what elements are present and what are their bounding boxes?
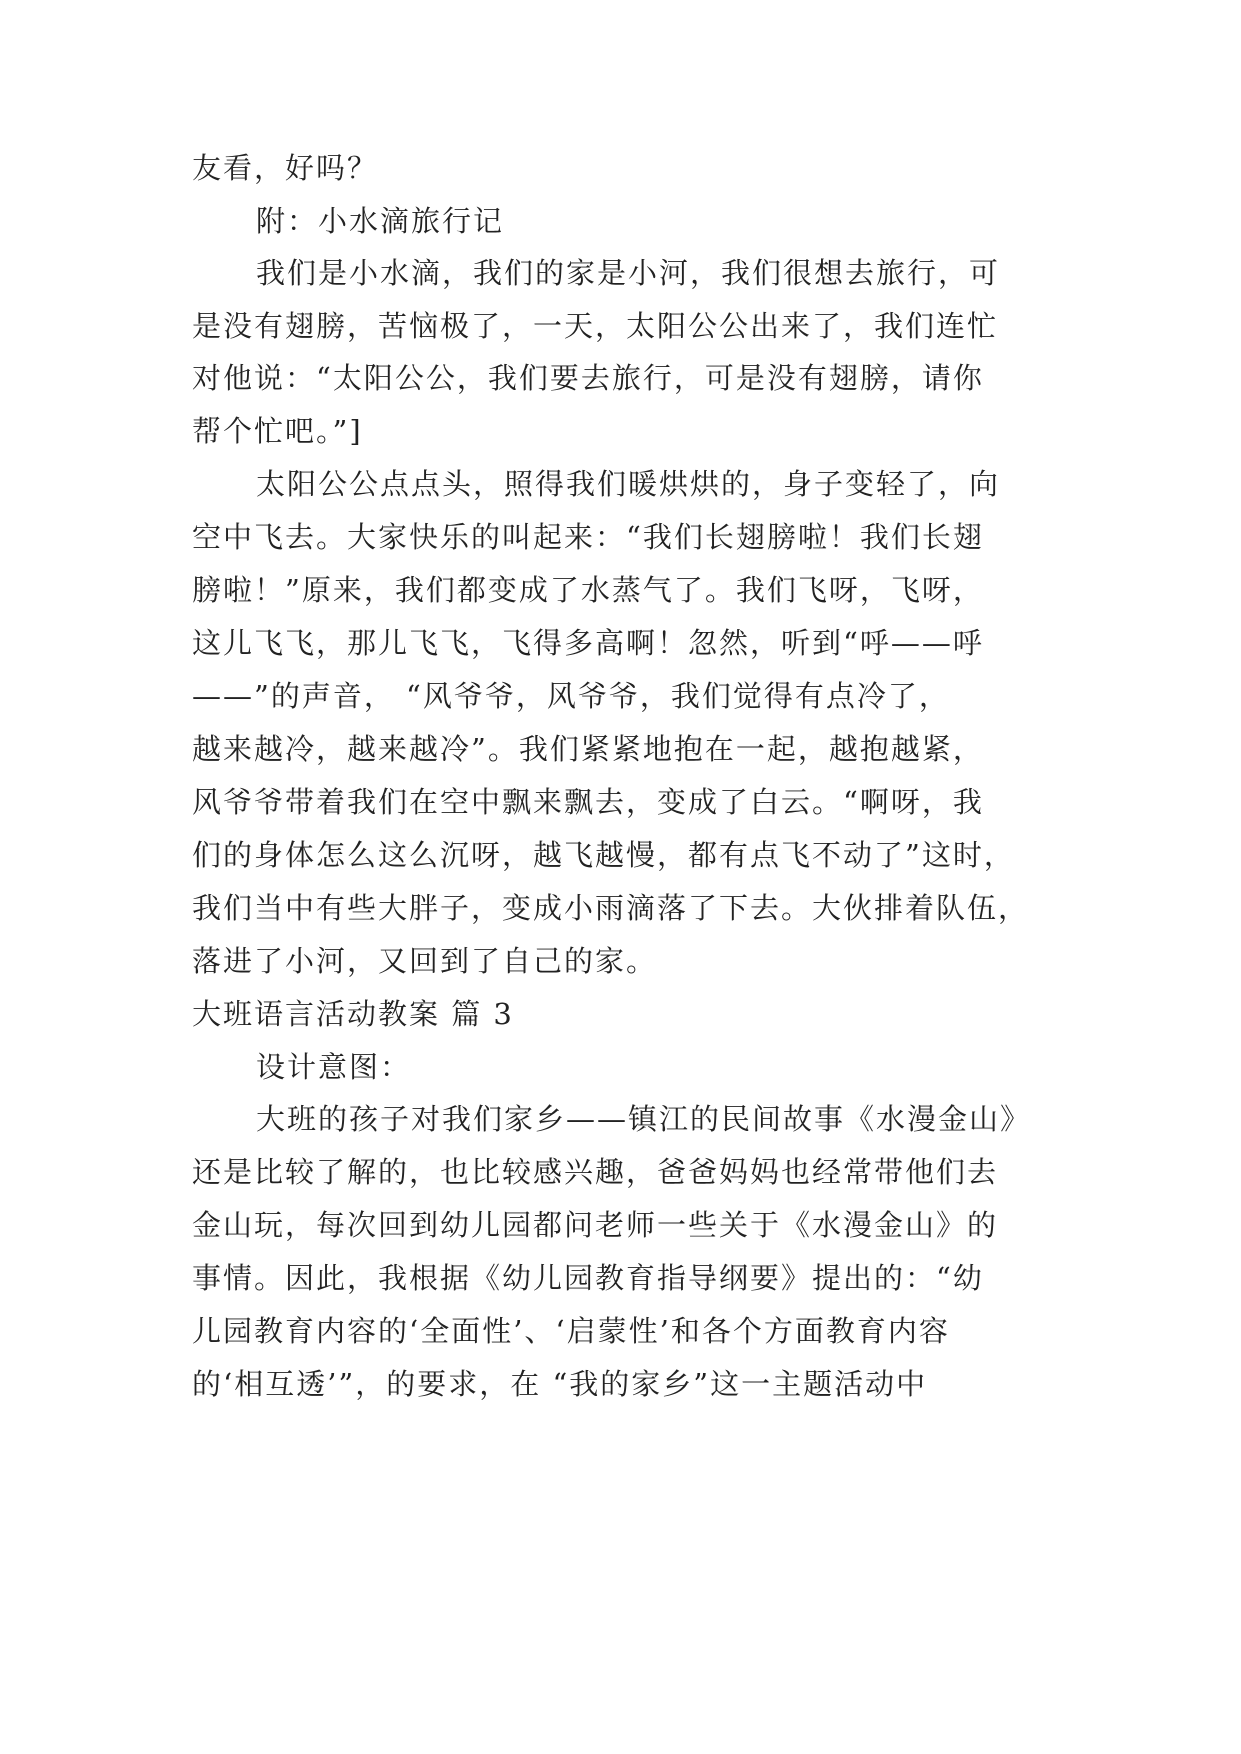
text-line: 是没有翅膀，苦恼极了，一天，太阳公公出来了，我们连忙 bbox=[192, 309, 999, 343]
text-line: 落进了小河，又回到了自己的家。 bbox=[192, 944, 658, 978]
text-line: 还是比较了解的，也比较感兴趣，爸爸妈妈也经常带他们去 bbox=[192, 1155, 999, 1189]
text-line: 越来越冷，越来越冷”。我们紧紧地抱在一起，越抱越紧， bbox=[192, 732, 984, 766]
section-heading: 大班语言活动教案 篇 3 bbox=[192, 997, 514, 1031]
text-line: 友看，好吗？ bbox=[192, 151, 379, 185]
text-line: 帮个忙吧。”] bbox=[192, 414, 363, 448]
text-line: 风爷爷带着我们在空中飘来飘去，变成了白云。“啊呀，我 bbox=[192, 785, 984, 819]
text-line: 的‘相互透’”，的要求，在 “我的家乡”这一主题活动中 bbox=[192, 1367, 928, 1401]
appendix-title: 附：小水滴旅行记 bbox=[256, 204, 505, 238]
text-line: 事情。因此，我根据《幼儿园教育指导纲要》提出的：“幼 bbox=[192, 1261, 984, 1295]
text-line: ——”的声音， “风爷爷，风爷爷，我们觉得有点冷了， bbox=[192, 679, 950, 713]
text-line: 这儿飞飞，那儿飞飞，飞得多高啊！忽然，听到“呼——呼 bbox=[192, 626, 984, 660]
text-line: 金山玩，每次回到幼儿园都问老师一些关于《水漫金山》的 bbox=[192, 1208, 999, 1242]
text-line: 太阳公公点点头，照得我们暖烘烘的，身子变轻了，向 bbox=[256, 467, 1001, 501]
text-line: 空中飞去。大家快乐的叫起来：“我们长翅膀啦！我们长翅 bbox=[192, 520, 984, 554]
text-line: 我们是小水滴，我们的家是小河，我们很想去旅行，可 bbox=[256, 256, 1001, 290]
text-line: 们的身体怎么这么沉呀，越飞越慢，都有点飞不动了”这时， bbox=[192, 838, 1015, 872]
text-line: 儿园教育内容的‘全面性’、‘启蒙性’和各个方面教育内容 bbox=[192, 1314, 950, 1348]
text-line: 膀啦！”原来，我们都变成了水蒸气了。我们飞呀，飞呀， bbox=[192, 573, 984, 607]
text-line: 对他说：“太阳公公，我们要去旅行，可是没有翅膀，请你 bbox=[192, 361, 984, 395]
text-line: 大班的孩子对我们家乡——镇江的民间故事《水漫金山》 bbox=[256, 1102, 1032, 1136]
text-line: 我们当中有些大胖子，变成小雨滴落了下去。大伙排着队伍， bbox=[192, 891, 1030, 925]
subsection-heading: 设计意图： bbox=[256, 1050, 412, 1084]
